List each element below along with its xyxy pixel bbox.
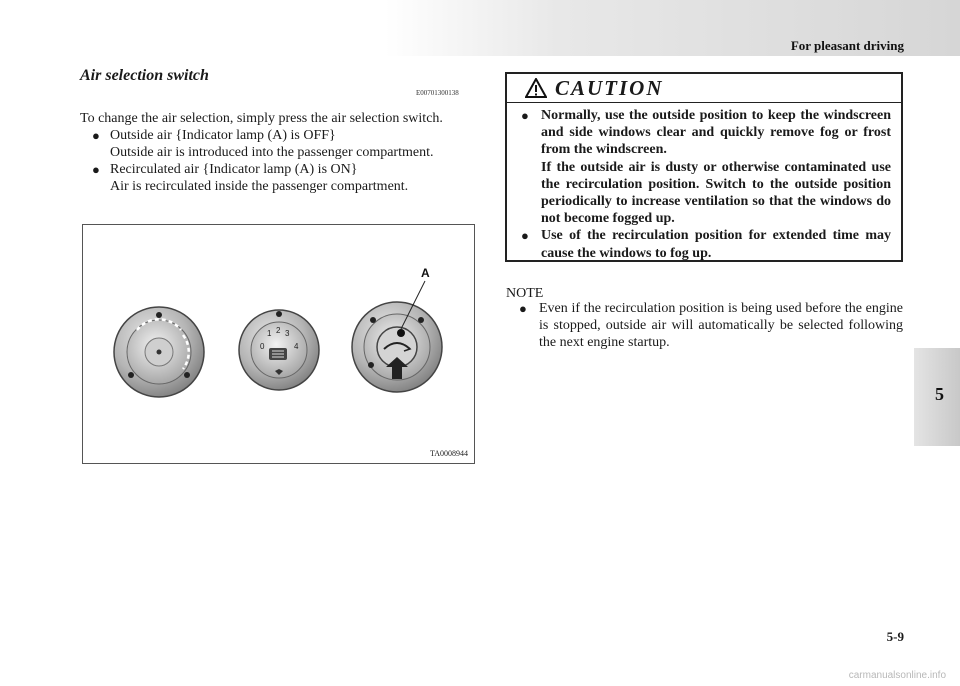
temperature-dial <box>114 307 204 397</box>
caution-body <box>507 103 901 262</box>
page-header-title: For pleasant driving <box>790 38 904 53</box>
figure-code: TA0008944 <box>429 449 468 458</box>
bullet-item <box>80 161 476 178</box>
bullet-dot-icon: ● <box>519 301 527 316</box>
bullet-title: Recirculated air {Indicator lamp (A) is ON} <box>110 162 358 177</box>
note-body <box>519 300 903 351</box>
section-body <box>80 110 476 195</box>
fan-speed-dial <box>239 310 319 390</box>
caution-item <box>521 107 891 227</box>
bullet-dot-icon: ● <box>521 108 529 123</box>
bullet-title: Outside air {Indicator lamp (A) is OFF} <box>110 128 336 143</box>
note-label: NOTE <box>506 286 544 301</box>
caution-header <box>507 74 901 103</box>
bullet-dot-icon: ● <box>92 128 100 143</box>
section-code: E00701300138 <box>416 89 459 97</box>
bullet-description: Air is recirculated inside the passenger compartment. <box>110 179 409 194</box>
bullet-dot-icon: ● <box>92 162 100 177</box>
indicator-lamp-a <box>397 329 405 337</box>
fan-number-0: 0 <box>260 342 265 351</box>
fan-number-4: 4 <box>294 342 299 351</box>
chapter-number: 5 <box>935 384 944 404</box>
bullet-description: Outside air is introduced into the passenger compartment. <box>110 145 434 160</box>
warning-triangle-icon <box>525 78 547 98</box>
fan-number-3: 3 <box>285 329 290 338</box>
intro-paragraph: To change the air selection, simply press the air selection switch. <box>80 111 443 126</box>
control-panel-figure <box>82 224 475 464</box>
caution-item <box>521 227 891 261</box>
caution-title: CAUTION <box>555 76 664 100</box>
bullet-dot-icon: ● <box>521 228 529 244</box>
note-item <box>519 300 903 351</box>
fan-number-1: 1 <box>267 329 272 338</box>
air-selection-dial <box>352 281 442 392</box>
callout-a-label: A <box>421 266 430 280</box>
caution-text: Normally, use the outside position to keep the windscreen and side windows clear and quickly remove fog or frost from the windscreen. <box>541 108 891 158</box>
caution-text: If the outside air is dusty or otherwise contaminated use the recirculation position. Switch to the outside position periodically to increase ventilation so that the windows do not become fogged up. <box>541 159 891 227</box>
page-number: 5-9 <box>886 629 904 644</box>
watermark: carmanualsonline.info <box>848 670 946 681</box>
caution-box <box>505 72 903 262</box>
control-dials-illustration <box>83 225 474 463</box>
bullet-item <box>80 127 476 144</box>
caution-text: Use of the recirculation position for extended time may cause the windows to fog up. <box>541 228 891 261</box>
section-title: Air selection switch <box>80 67 209 84</box>
fan-number-2: 2 <box>276 326 281 335</box>
note-text: Even if the recirculation position is being used before the engine is stopped, outside air will automatically be selected following the next engine startup. <box>539 301 903 350</box>
